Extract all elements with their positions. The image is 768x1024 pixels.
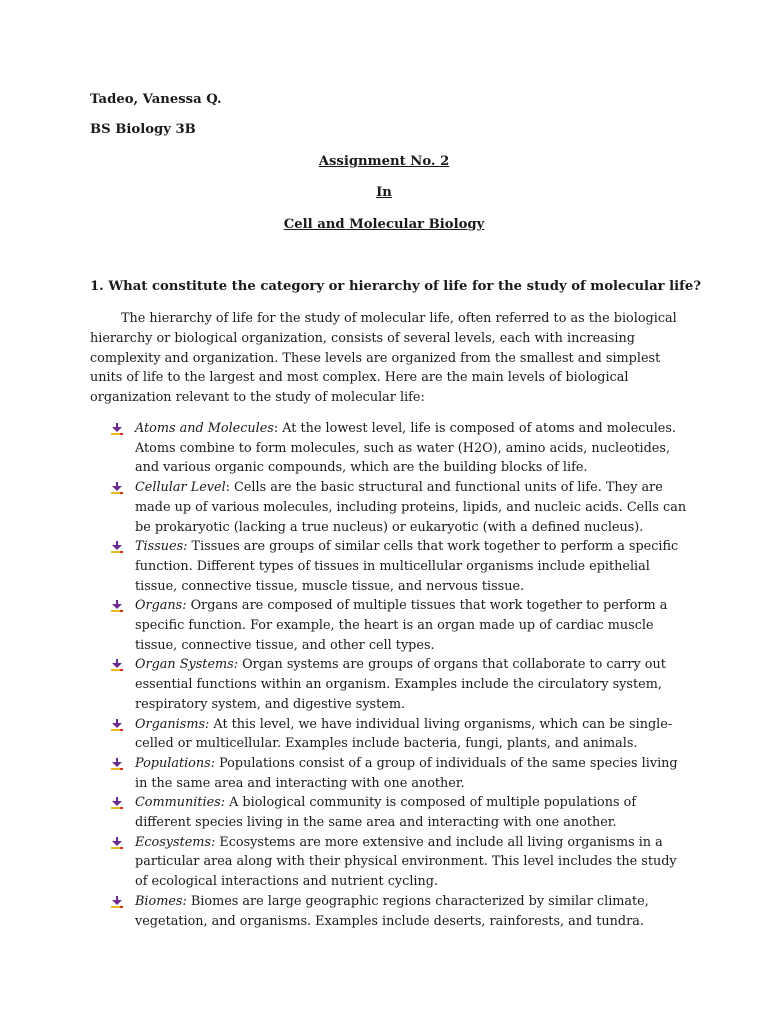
arrow-bullet-icon — [111, 719, 123, 731]
arrow-bullet-icon — [111, 600, 123, 612]
level-term: Atoms and Molecules — [135, 421, 274, 436]
hierarchy-level-item — [135, 537, 688, 596]
level-description: Organ systems are groups of organs that collaborate to carry out essential functions within an organism. Examples include the circulatory system, respiratory system, and digestive system. — [135, 657, 666, 712]
level-description: Tissues are groups of similar cells that work together to perform a specific function. Different types of tissues in multicellular organisms include epithelial tissue, connective tissue, muscle tissue, and nervous tissue. — [135, 539, 679, 594]
assignment-title: Assignment No. 2 — [318, 154, 450, 169]
level-description: Ecosystems are more extensive and include all living organisms in a particular area along with their physical environment. This level includes the study of ecological interactions and nutrient cycling. — [135, 834, 677, 890]
hierarchy-level-item — [135, 793, 688, 832]
level-description: Biomes are large geographic regions characterized by similar climate, vegetation, and organisms. Examples include deserts, rainforests, and tundra. — [135, 893, 649, 929]
arrow-bullet-icon — [111, 541, 123, 553]
level-description: Populations consist of a group of individuals of the same species living in the same area and interacting with one another. — [135, 755, 678, 791]
arrow-bullet-icon — [111, 423, 123, 435]
level-term: Cellular Level — [135, 480, 226, 496]
level-term: Organ Systems: — [135, 657, 239, 673]
hierarchy-level-item — [135, 596, 688, 655]
author-name: Tadeo, Vanessa Q. — [90, 92, 222, 107]
hierarchy-level-item — [135, 754, 688, 793]
level-description: At this level, we have individual living organisms, which can be single-celled or multicellular. Examples include bacteria, fungi, plants, and animals. — [135, 716, 673, 752]
level-term: Biomes: — [135, 893, 187, 909]
assignment-title-in: In — [376, 185, 392, 200]
level-description: Organs are composed of multiple tissues that work together to perform a specific function. For example, the heart is an organ made up of cardiac muscle tissue, connective tissue, and other cell types. — [135, 598, 668, 653]
level-term: Communities: — [135, 795, 226, 811]
level-term: Populations: — [135, 755, 216, 771]
level-description: : At the lowest level, life is composed of atoms and molecules. Atoms combine to form molecules, such as water (H2O), amino acids, nucleotides, and various organic compounds, which are the building blocks of life. — [135, 421, 677, 476]
hierarchy-levels-list — [135, 419, 688, 931]
level-description: A biological community is composed of multiple populations of different species living in the same area and interacting with one another. — [135, 795, 637, 831]
level-term: Ecosystems: — [135, 834, 216, 850]
level-term: Organs: — [135, 598, 187, 614]
question-heading: 1. What constitute the category or hierarchy of life for the study of molecular life? — [90, 279, 701, 294]
hierarchy-level-item — [135, 655, 688, 714]
arrow-bullet-icon — [111, 758, 123, 770]
arrow-bullet-icon — [111, 837, 123, 849]
arrow-bullet-icon — [111, 659, 123, 671]
hierarchy-level-item — [135, 715, 688, 754]
subject-title: Cell and Molecular Biology — [283, 217, 485, 232]
level-description: : Cells are the basic structural and functional units of life. They are made up of various molecules, including proteins, lipids, and nucleic acids. Cells can be prokaryotic (lacking a true nucleus) or eukaryotic (with a defined nucleus). — [135, 480, 687, 535]
level-term: Tissues: — [135, 539, 188, 555]
hierarchy-level-item — [135, 833, 688, 892]
arrow-bullet-icon — [111, 797, 123, 809]
intro-paragraph: The hierarchy of life for the study of molecular life, often referred to as the biological hierarchy or biological organization, consists of several levels, each with increasing complexity and organization. These levels are organized from the smallest and simplest units of life to the largest and most complex. Here are the main levels of biological organization relevant to the study of molecular life: — [90, 311, 677, 406]
arrow-bullet-icon — [111, 482, 123, 494]
arrow-bullet-icon — [111, 896, 123, 908]
level-term: Organisms: — [135, 716, 210, 732]
hierarchy-level-item — [135, 419, 688, 478]
hierarchy-level-item — [135, 892, 688, 931]
hierarchy-level-item — [135, 478, 688, 537]
course-section: BS Biology 3B — [90, 122, 196, 137]
